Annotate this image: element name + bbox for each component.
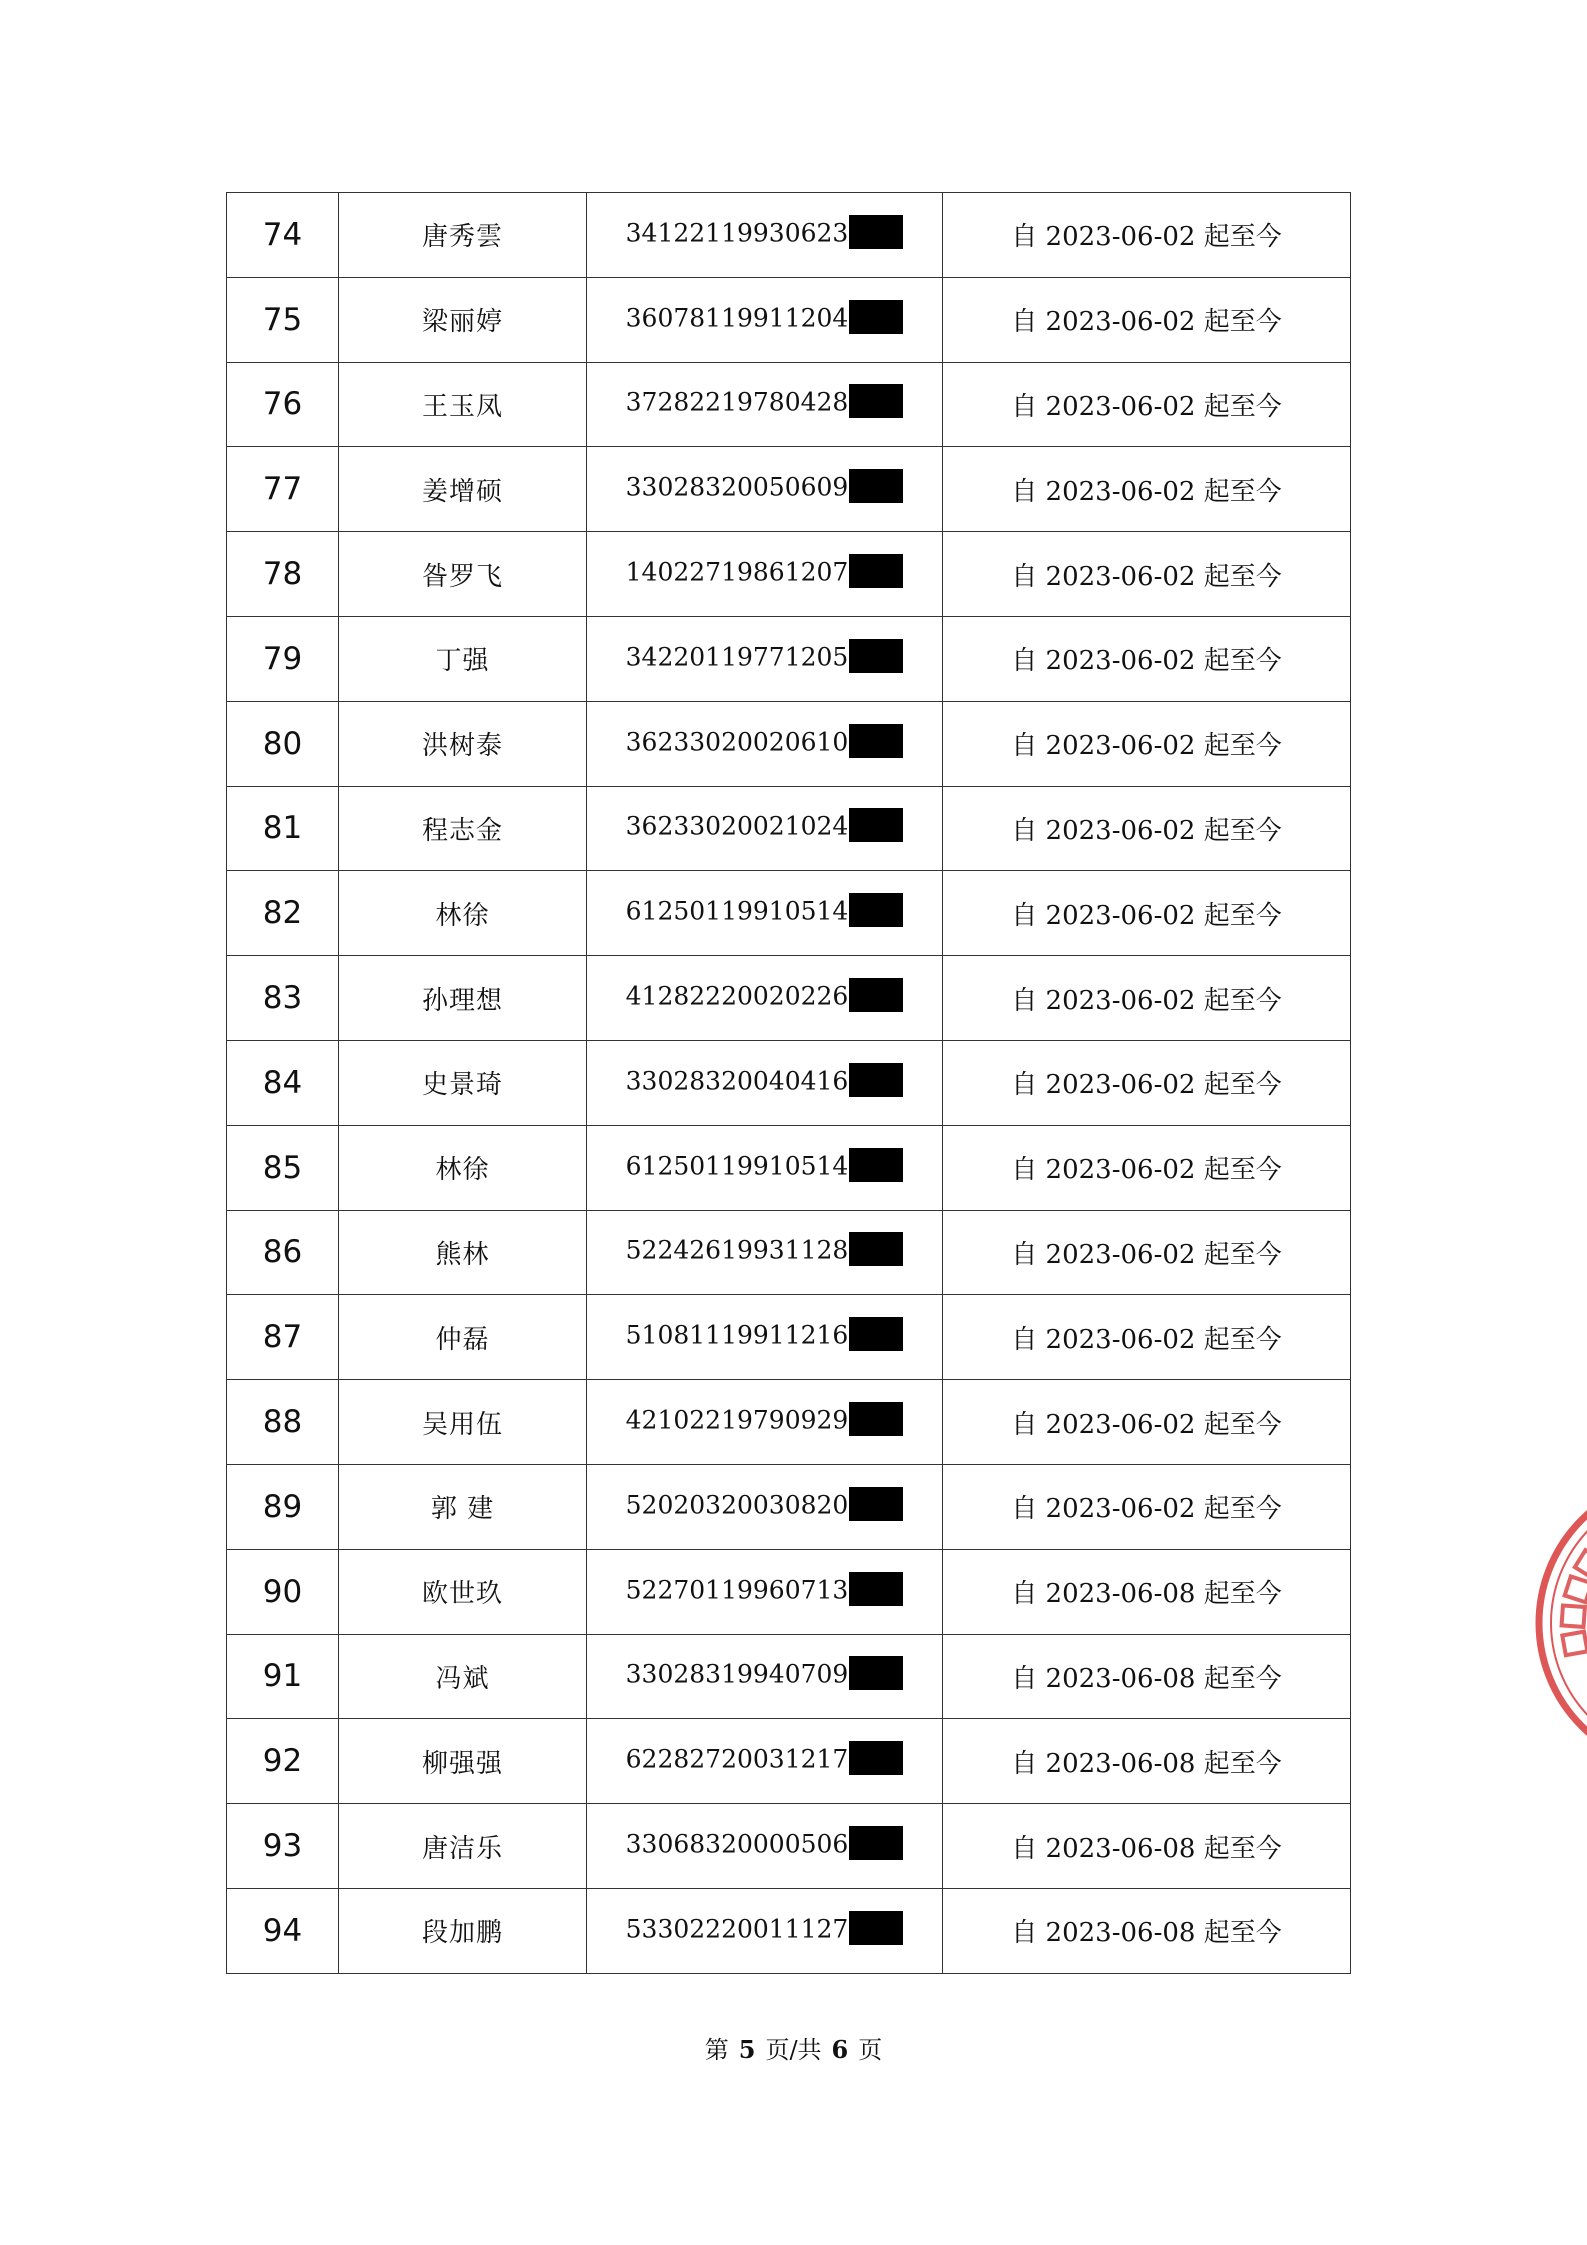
row-id-number (587, 1125, 943, 1210)
period-prefix: 自 (1011, 985, 1038, 1016)
period-suffix: 起至今 (1203, 1918, 1282, 1949)
table-row (227, 1380, 1351, 1465)
row-number: 87 (227, 1295, 339, 1380)
table-row (227, 956, 1351, 1041)
row-period (943, 871, 1351, 956)
period-suffix: 起至今 (1203, 307, 1282, 338)
period-date: 2023-06-02 (1045, 815, 1196, 846)
period-suffix: 起至今 (1203, 1748, 1282, 1779)
id-visible-digits: 33028320050609 (625, 472, 849, 502)
redaction-box (849, 300, 903, 334)
period-date: 2023-06-02 (1045, 1494, 1196, 1525)
row-number: 79 (227, 616, 339, 701)
row-period (943, 1125, 1351, 1210)
row-name: 段加鹏 (339, 1888, 587, 1973)
row-number: 78 (227, 532, 339, 617)
row-name: 丁强 (339, 616, 587, 701)
footer-total-pages: 6 (831, 2035, 849, 2064)
period-prefix: 自 (1011, 1663, 1038, 1694)
row-name: 程志金 (339, 786, 587, 871)
period-prefix: 自 (1011, 1239, 1038, 1270)
redaction-box (849, 978, 903, 1012)
redaction-box (849, 1911, 903, 1945)
footer-suffix: 页 (858, 2036, 883, 2064)
row-name: 唐洁乐 (339, 1804, 587, 1889)
period-date: 2023-06-08 (1045, 1579, 1196, 1610)
period-suffix: 起至今 (1203, 391, 1282, 422)
id-visible-digits: 51081119911216 (625, 1320, 849, 1350)
row-period (943, 616, 1351, 701)
table-row (227, 1464, 1351, 1549)
table-row (227, 1295, 1351, 1380)
period-prefix: 自 (1011, 900, 1038, 931)
redaction-box (849, 215, 903, 249)
roster-body (227, 193, 1351, 1974)
row-period (943, 1295, 1351, 1380)
period-suffix: 起至今 (1203, 646, 1282, 677)
period-date: 2023-06-08 (1045, 1663, 1196, 1694)
id-visible-digits: 33028319940709 (625, 1659, 849, 1689)
period-date: 2023-06-08 (1045, 1748, 1196, 1779)
row-id-number (587, 447, 943, 532)
period-date: 2023-06-08 (1045, 1918, 1196, 1949)
table-row (227, 1634, 1351, 1719)
redaction-box (849, 469, 903, 503)
table-row (227, 193, 1351, 278)
period-suffix: 起至今 (1203, 1070, 1282, 1101)
row-name: 孙理想 (339, 956, 587, 1041)
id-visible-digits: 36233020020610 (625, 727, 849, 757)
period-prefix: 自 (1011, 1409, 1038, 1440)
table-row (227, 1210, 1351, 1295)
row-period (943, 1380, 1351, 1465)
period-suffix: 起至今 (1203, 1663, 1282, 1694)
redaction-box (849, 1402, 903, 1436)
period-suffix: 起至今 (1203, 1494, 1282, 1525)
row-id-number (587, 616, 943, 701)
period-date: 2023-06-02 (1045, 561, 1196, 592)
row-id-number (587, 193, 943, 278)
row-number: 89 (227, 1464, 339, 1549)
id-visible-digits: 34220119771205 (625, 642, 849, 672)
period-suffix: 起至今 (1203, 476, 1282, 507)
row-period (943, 1210, 1351, 1295)
period-suffix: 起至今 (1203, 815, 1282, 846)
row-period (943, 1549, 1351, 1634)
period-date: 2023-06-02 (1045, 476, 1196, 507)
row-period (943, 193, 1351, 278)
id-visible-digits: 42102219790929 (625, 1405, 849, 1435)
table-row (227, 447, 1351, 532)
period-date: 2023-06-02 (1045, 1324, 1196, 1355)
row-number: 75 (227, 277, 339, 362)
period-suffix: 起至今 (1203, 1324, 1282, 1355)
period-prefix: 自 (1011, 1494, 1038, 1525)
row-id-number (587, 1380, 943, 1465)
roster-table (226, 192, 1351, 1974)
id-visible-digits: 34122119930623 (625, 218, 849, 248)
row-id-number (587, 532, 943, 617)
row-number: 94 (227, 1888, 339, 1973)
row-number: 74 (227, 193, 339, 278)
period-prefix: 自 (1011, 391, 1038, 422)
period-suffix: 起至今 (1203, 985, 1282, 1016)
period-suffix: 起至今 (1203, 1409, 1282, 1440)
row-name: 王玉凤 (339, 362, 587, 447)
redaction-box (849, 1741, 903, 1775)
row-period (943, 1464, 1351, 1549)
row-name: 郭 建 (339, 1464, 587, 1549)
row-name: 昝罗飞 (339, 532, 587, 617)
row-number: 84 (227, 1040, 339, 1125)
id-visible-digits: 61250119910514 (625, 896, 849, 926)
row-id-number (587, 362, 943, 447)
table-row (227, 1719, 1351, 1804)
period-date: 2023-06-02 (1045, 391, 1196, 422)
row-number: 86 (227, 1210, 339, 1295)
row-period (943, 1888, 1351, 1973)
period-prefix: 自 (1011, 1579, 1038, 1610)
id-visible-digits: 33068320000506 (625, 1829, 849, 1859)
row-name: 洪树泰 (339, 701, 587, 786)
row-number: 80 (227, 701, 339, 786)
period-prefix: 自 (1011, 1324, 1038, 1355)
seal-stamp-icon (1530, 1468, 1587, 1778)
row-name: 唐秀雲 (339, 193, 587, 278)
row-id-number (587, 1295, 943, 1380)
period-date: 2023-06-02 (1045, 1239, 1196, 1270)
period-date: 2023-06-02 (1045, 1070, 1196, 1101)
row-number: 82 (227, 871, 339, 956)
row-name: 仲磊 (339, 1295, 587, 1380)
period-prefix: 自 (1011, 815, 1038, 846)
period-prefix: 自 (1011, 561, 1038, 592)
period-date: 2023-06-02 (1045, 1155, 1196, 1186)
footer-prefix: 第 (704, 2036, 729, 2064)
redaction-box (849, 1656, 903, 1690)
id-visible-digits: 52020320030820 (625, 1490, 849, 1520)
period-date: 2023-06-02 (1045, 646, 1196, 677)
period-suffix: 起至今 (1203, 1579, 1282, 1610)
id-visible-digits: 36233020021024 (625, 811, 849, 841)
redaction-box (849, 1063, 903, 1097)
row-id-number (587, 871, 943, 956)
period-date: 2023-06-08 (1045, 1833, 1196, 1864)
period-prefix: 自 (1011, 646, 1038, 677)
row-id-number (587, 1719, 943, 1804)
row-period (943, 1804, 1351, 1889)
period-prefix: 自 (1011, 1748, 1038, 1779)
footer-middle: 页/共 (765, 2036, 822, 2064)
id-visible-digits: 61250119910514 (625, 1151, 849, 1181)
row-name: 冯斌 (339, 1634, 587, 1719)
row-id-number (587, 956, 943, 1041)
row-id-number (587, 277, 943, 362)
row-period (943, 532, 1351, 617)
id-visible-digits: 36078119911204 (625, 303, 849, 333)
row-period (943, 362, 1351, 447)
redaction-box (849, 893, 903, 927)
period-suffix: 起至今 (1203, 222, 1282, 253)
id-visible-digits: 53302220011127 (625, 1914, 849, 1944)
redaction-box (849, 1826, 903, 1860)
period-date: 2023-06-02 (1045, 222, 1196, 253)
row-name: 熊林 (339, 1210, 587, 1295)
period-date: 2023-06-02 (1045, 1409, 1196, 1440)
row-number: 77 (227, 447, 339, 532)
row-number: 91 (227, 1634, 339, 1719)
row-id-number (587, 1210, 943, 1295)
row-id-number (587, 1804, 943, 1889)
period-prefix: 自 (1011, 1833, 1038, 1864)
row-name: 欧世玖 (339, 1549, 587, 1634)
row-name: 吴用伍 (339, 1380, 587, 1465)
redaction-box (849, 384, 903, 418)
id-visible-digits: 14022719861207 (625, 557, 849, 587)
table-row (227, 871, 1351, 956)
id-visible-digits: 37282219780428 (625, 387, 849, 417)
table-row (227, 786, 1351, 871)
table-row (227, 1804, 1351, 1889)
id-visible-digits: 33028320040416 (625, 1066, 849, 1096)
redaction-box (849, 1148, 903, 1182)
row-id-number (587, 1888, 943, 1973)
period-suffix: 起至今 (1203, 1155, 1282, 1186)
redaction-box (849, 554, 903, 588)
row-period (943, 1040, 1351, 1125)
period-prefix: 自 (1011, 1918, 1038, 1949)
period-prefix: 自 (1011, 731, 1038, 762)
redaction-box (849, 808, 903, 842)
row-id-number (587, 1634, 943, 1719)
period-suffix: 起至今 (1203, 1239, 1282, 1270)
row-id-number (587, 701, 943, 786)
id-visible-digits: 62282720031217 (625, 1744, 849, 1774)
row-period (943, 701, 1351, 786)
period-suffix: 起至今 (1203, 900, 1282, 931)
period-date: 2023-06-02 (1045, 900, 1196, 931)
row-name: 林徐 (339, 871, 587, 956)
footer-page-number: 5 (738, 2035, 756, 2064)
table-row (227, 616, 1351, 701)
id-visible-digits: 52242619931128 (625, 1235, 849, 1265)
period-prefix: 自 (1011, 307, 1038, 338)
row-period (943, 786, 1351, 871)
row-period (943, 277, 1351, 362)
row-name: 林徐 (339, 1125, 587, 1210)
period-prefix: 自 (1011, 1070, 1038, 1101)
row-period (943, 1634, 1351, 1719)
row-number: 92 (227, 1719, 339, 1804)
period-date: 2023-06-02 (1045, 985, 1196, 1016)
table-row (227, 1040, 1351, 1125)
period-date: 2023-06-02 (1045, 307, 1196, 338)
redaction-box (849, 724, 903, 758)
redaction-box (849, 1232, 903, 1266)
row-name: 姜增硕 (339, 447, 587, 532)
period-suffix: 起至今 (1203, 1833, 1282, 1864)
row-name: 史景琦 (339, 1040, 587, 1125)
period-prefix: 自 (1011, 1155, 1038, 1186)
row-number: 88 (227, 1380, 339, 1465)
period-date: 2023-06-02 (1045, 731, 1196, 762)
period-prefix: 自 (1011, 476, 1038, 507)
row-name: 柳强强 (339, 1719, 587, 1804)
row-number: 85 (227, 1125, 339, 1210)
row-number: 81 (227, 786, 339, 871)
row-id-number (587, 1040, 943, 1125)
row-number: 83 (227, 956, 339, 1041)
row-id-number (587, 786, 943, 871)
row-number: 90 (227, 1549, 339, 1634)
row-number: 93 (227, 1804, 339, 1889)
redaction-box (849, 1317, 903, 1351)
table-row (227, 277, 1351, 362)
table-row (227, 1549, 1351, 1634)
row-name: 梁丽婷 (339, 277, 587, 362)
redaction-box (849, 639, 903, 673)
row-period (943, 447, 1351, 532)
period-prefix: 自 (1011, 222, 1038, 253)
page-footer (0, 2030, 1587, 2065)
redaction-box (849, 1487, 903, 1521)
redaction-box (849, 1572, 903, 1606)
row-id-number (587, 1549, 943, 1634)
row-period (943, 1719, 1351, 1804)
period-suffix: 起至今 (1203, 731, 1282, 762)
table-row (227, 701, 1351, 786)
row-period (943, 956, 1351, 1041)
row-number: 76 (227, 362, 339, 447)
id-visible-digits: 41282220020226 (625, 981, 849, 1011)
row-id-number (587, 1464, 943, 1549)
table-row (227, 532, 1351, 617)
table-row (227, 362, 1351, 447)
period-suffix: 起至今 (1203, 561, 1282, 592)
table-row (227, 1125, 1351, 1210)
table-row (227, 1888, 1351, 1973)
id-visible-digits: 52270119960713 (625, 1575, 849, 1605)
